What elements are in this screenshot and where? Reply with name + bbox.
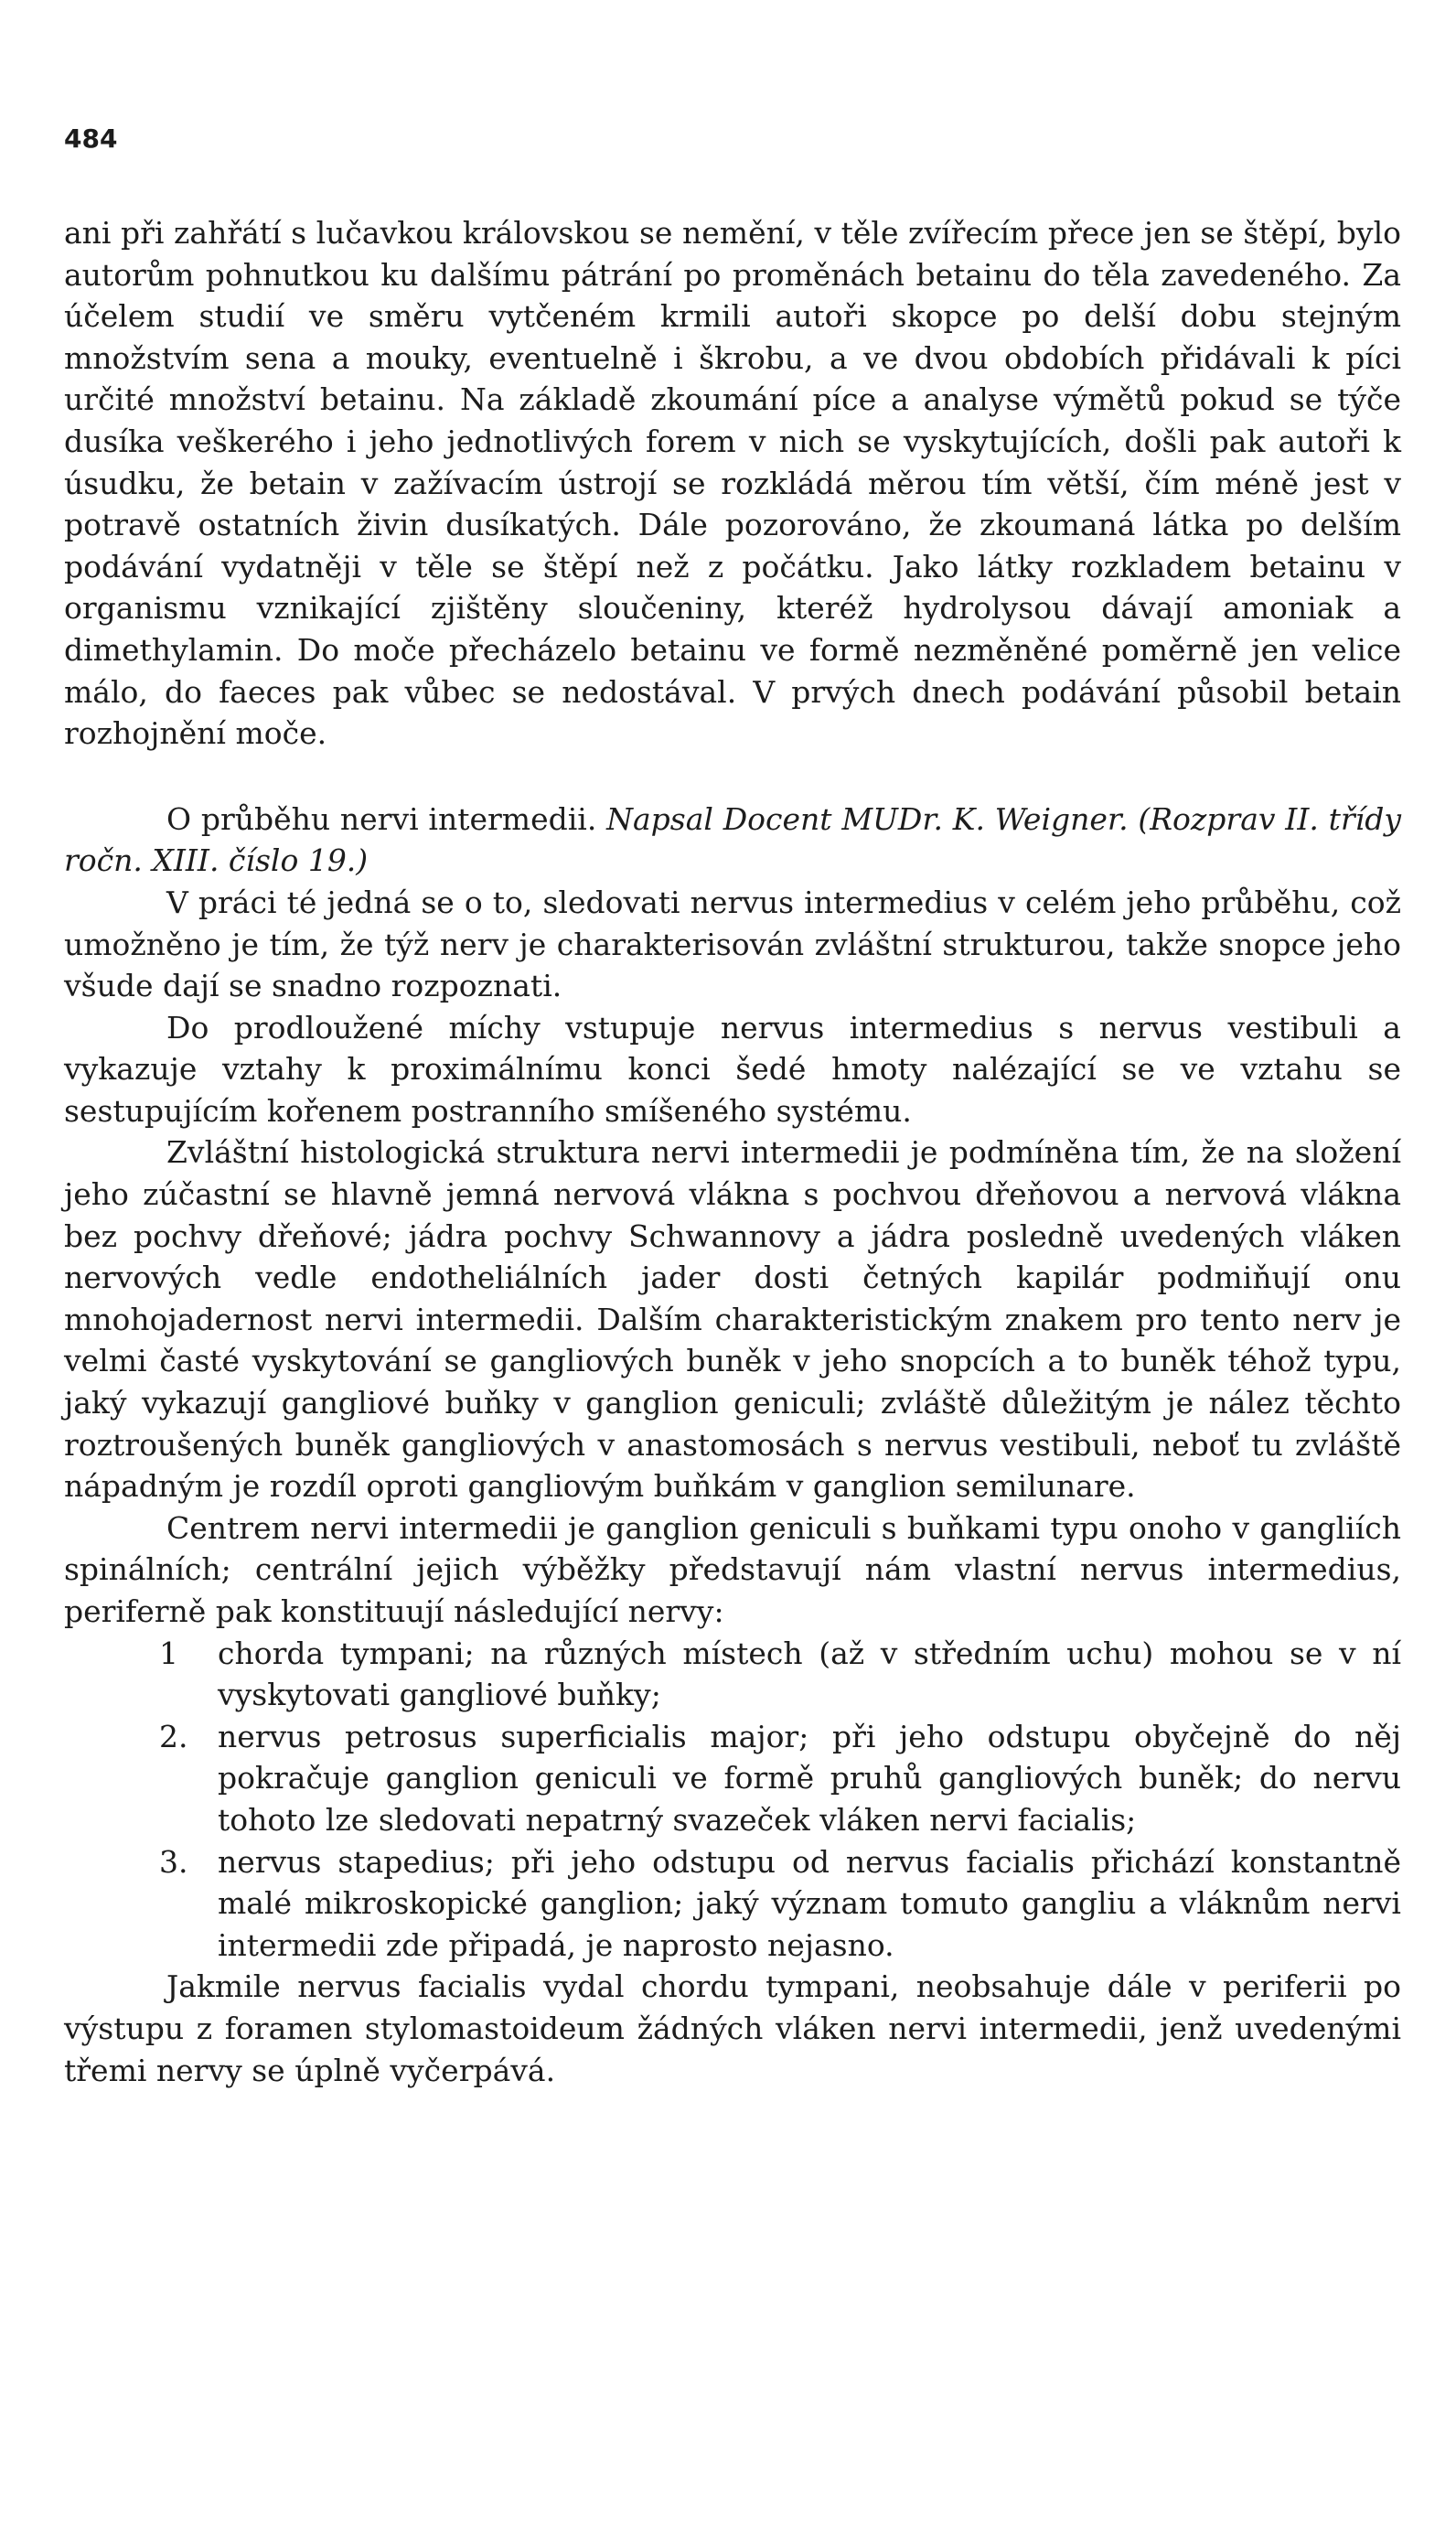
list-item bbox=[64, 1841, 1401, 1967]
paragraph-medulla: Do prodloužené míchy vstupuje nervus intermedius s nervus vestibuli a vykazuje vztahy k proximálnímu konci šedé hmoty nalézající se ve vztahu se sestupujícím kořenem postranního smíšeného systému. bbox=[64, 1009, 1401, 1129]
list-item-number: 3. bbox=[159, 1843, 188, 1880]
paragraph-center: Centrem nervi intermedii je ganglion geniculi s buňkami typu onoho v gangliích spinálních; centrální jejich výběžky představují nám vlastní nervus intermedius, periferně pak konstituují následující nervy: bbox=[64, 1509, 1401, 1629]
list-item-text: nervus stapedius; při jeho odstupu od nervus facialis přichází konstantně malé mikroskopické ganglion; jaký význam tomuto gangliu a vláknům nervi intermedii zde připadá, je naprosto nejasno. bbox=[218, 1843, 1401, 1963]
list-item-number: 1 bbox=[159, 1635, 178, 1671]
paragraph-histology: Zvláštní histologická struktura nervi intermedii je podmíněna tím, že na složení jeho zúčastní se hlavně jemná nervová vlákna s pochvou dřeňovou a nervová vlákna bez pochvy dřeňové; jádra pochvy Schwannovy a jádra posledně uvedených vláken nervových vedle endotheliálních jader dosti četných kapilár podmiňují onu mnohojadernost nervi intermedii. Dalším charakteristickým znakem pro tento nerv je velmi časté vyskytování se gangliových buněk v jeho snopcích a to buněk téhož typu, jaký vykazují gangliové buňky v ganglion geniculi; zvláště důležitým je nález těchto roztroušených buněk gangliových v anastomosách s nervus vestibuli, neboť tu zvláště nápadným je rozdíl oproti gangliovým buňkám v ganglion semilunare. bbox=[64, 1134, 1401, 1505]
list-item-text: chorda tympani; na různých místech (až v středním uchu) mohou se v ní vyskytovati gangliové buňky; bbox=[218, 1635, 1401, 1713]
text-column bbox=[64, 212, 1401, 2091]
article-source: (Rozprav II. třídy ročn. XIII. číslo 19.) bbox=[64, 800, 1401, 879]
article-heading bbox=[64, 799, 1401, 882]
list-item bbox=[64, 1633, 1401, 1716]
list-item bbox=[64, 1716, 1401, 1841]
page-number: 484 bbox=[64, 123, 118, 154]
article-title: O průběhu nervi intermedii. bbox=[166, 800, 597, 837]
list-item-number: 2. bbox=[159, 1718, 188, 1754]
paragraph-conclusion: Jakmile nervus facialis vydal chordu tympani, neobsahuje dále v periferii po výstupu z foramen stylomastoideum žádných vláken nervi intermedii, jenž uvedenými třemi nervy se úplně vyčerpává. bbox=[64, 1968, 1401, 2088]
list-item-text: nervus petrosus superficialis major; při jeho odstupu obyčejně do něj pokračuje ganglion geniculi ve formě pruhů gangliových buněk; do nervu tohoto lze sledovati nepatrný svazeček vláken nervi facialis; bbox=[218, 1718, 1401, 1838]
paragraph-intro: V práci té jedná se o to, sledovati nervus intermedius v celém jeho průběhu, což umožněno je tím, že týž nerv je charakterisován zvláštní strukturou, takže snopce jeho všude dají se snadno rozpoznati. bbox=[64, 884, 1401, 1004]
paragraph-betain: ani při zahřátí s lučavkou královskou se nemění, v těle zvířecím přece jen se štěpí, bylo autorům pohnutkou ku dalšímu pátrání po proměnách betainu do těla zavedeného. Za účelem studií ve směru vytčeném krmili autoři skopce po delší dobu stejným množstvím sena a mouky, eventuelně i škrobu, a ve dvou obdobích přidávali k píci určité množství betainu. Na základě zkoumání píce a analyse výmětů pokud se týče dusíka veškerého i jeho jednotlivých forem v nich se vyskytujících, došli pak autoři k úsudku, že betain v zažívacím ústrojí se rozkládá měrou tím větší, čím méně jest v potravě ostatních živin dusíkatých. Dále pozorováno, že zkoumaná látka po delším podávání vydatněji v těle se štěpí než z počátku. Jako látky rozkladem betainu v organismu vznikající zjištěny sloučeniny, kteréž hydrolysou dávají amoniak a dimethylamin. Do moče přecházelo betainu ve formě nezměněné poměrně jen velice málo, do faeces pak vůbec se nedostával. V prvých dnech podávání působil betain rozhojnění moče. bbox=[64, 215, 1401, 752]
article-byline: Napsal Docent MUDr. K. Weigner. bbox=[606, 800, 1129, 837]
